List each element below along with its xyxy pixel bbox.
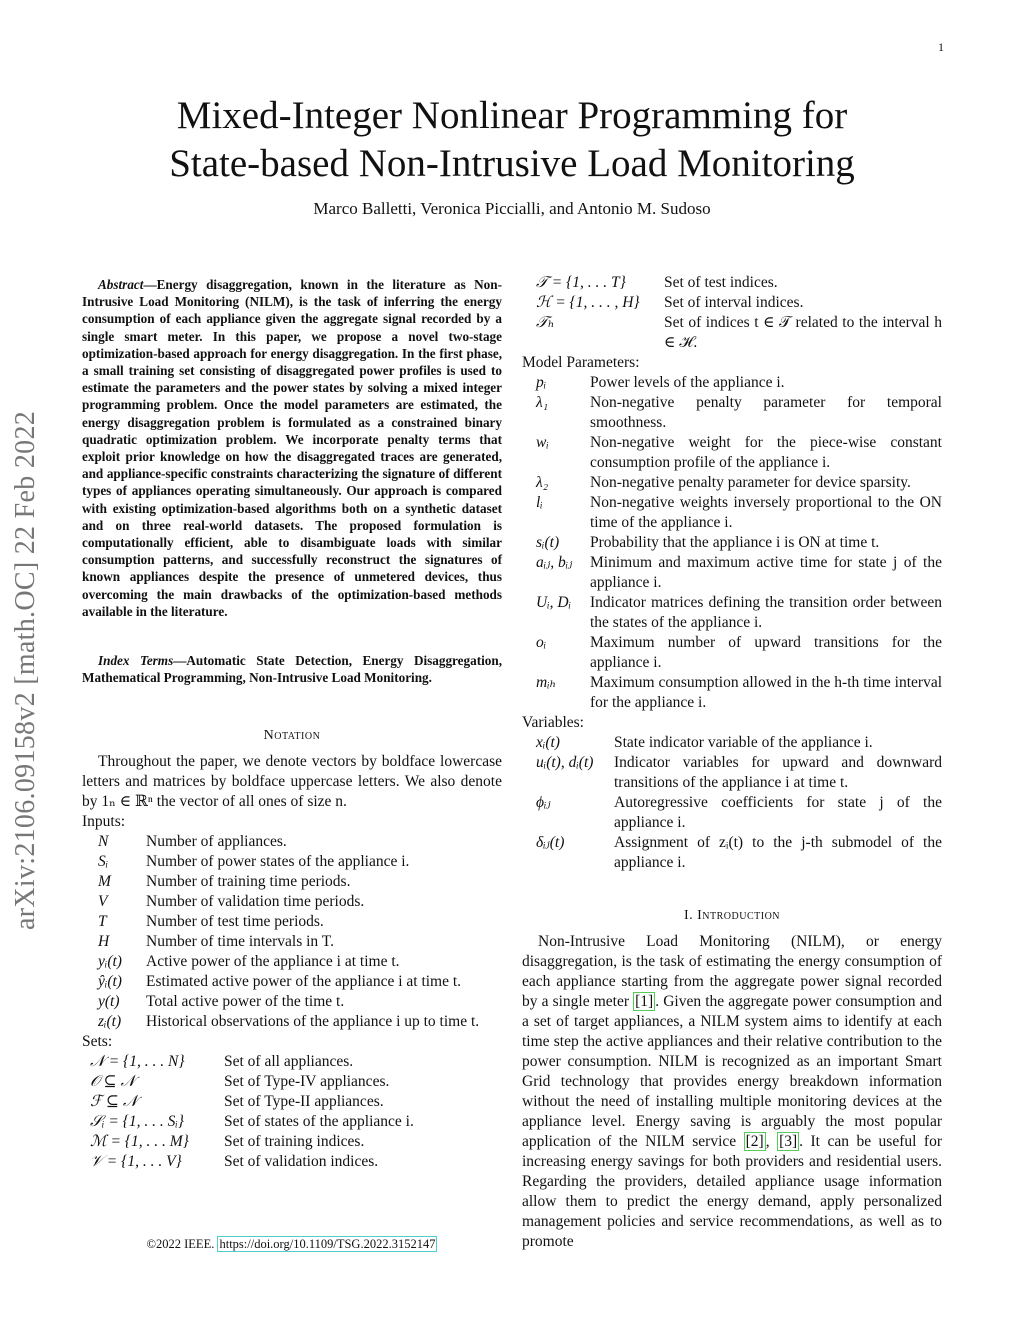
sets-label: Sets:	[82, 1033, 113, 1050]
notation-row	[536, 313, 942, 353]
notation-row	[90, 1132, 502, 1152]
notation-symbol: ŷᵢ(t)	[98, 973, 122, 990]
introduction-section	[522, 908, 942, 1252]
notation-symbol: oᵢ	[536, 634, 547, 651]
notation-description: Power levels of the appliance i.	[590, 374, 785, 391]
notation-description: Non-negative weights inversely proportional to the ON time of the appliance i.	[590, 494, 942, 531]
abstract-text: —Energy disaggregation, known in the literature as Non-Intrusive Load Monitoring (NILM), is the task of inferring the energy consumption of each appliance given the aggregate signal recorded by a single smart meter. In this paper, we propose a novel two-stage optimization-based approach for energy disaggregation. In the first phase, a small training set consisting of disaggregated power profiles is used to estimate the parameters and the power states by solving a mixed integer programming problem. Once the model parameters are estimated, the energy disaggregation problem is formulated as a constrained binary quadratic optimization problem. We incorporate penalty terms that exploit prior knowledge on how the disaggregated traces are generated, and appliance-specific constraints characterizing the signature of different types of appliances operating simultaneously. Our approach is compared with existing optimization-based algorithms both on a synthetic dataset and on three real-world datasets. The proposed formulation is computationally efficient, able to disambiguate loads with similar consumption patterns, and successfully reconstruct the signatures of known appliances despite the presence of unmetered devices, thus overcoming the main drawbacks of the optimization-based methods available in the literature.	[82, 277, 502, 619]
intro-text-1: Non-Intrusive Load Monitoring (NILM), or energy disaggregation, is the task of estimating the energy consumption of each appliance starting from the aggregate power signal recorded by a single meter	[522, 933, 942, 1010]
notation-description: Number of power states of the appliance i.	[146, 853, 410, 870]
citation-3[interactable]: [3]	[779, 1133, 798, 1150]
notation-symbol: y(t)	[98, 993, 120, 1010]
notation-description: Estimated active power of the appliance i at time t.	[146, 973, 462, 990]
notation-symbol: 𝒯 = {1, . . . T}	[536, 274, 626, 291]
notation-row	[536, 493, 942, 533]
notation-symbol: Uᵢ, Dᵢ	[536, 594, 572, 611]
notation-row	[90, 1052, 502, 1072]
notation-heading: Notation	[263, 728, 321, 743]
notation-description: Number of test time periods.	[146, 913, 324, 930]
sets-table-continued	[536, 273, 942, 353]
abstract	[82, 276, 502, 620]
notation-description: Indicator variables for upward and downward transitions of the appliance i at time t.	[614, 754, 942, 791]
notation-description: Number of training time periods.	[146, 873, 351, 890]
notation-row	[90, 1152, 502, 1172]
notation-description: Minimum and maximum active time for state j of the appliance i.	[590, 554, 942, 591]
notation-description: Indicator matrices defining the transition order between the states of the appliance i.	[590, 594, 942, 631]
notation-row	[98, 1012, 502, 1032]
citation-2[interactable]: [2]	[745, 1133, 764, 1150]
notation-section	[82, 728, 502, 1172]
notation-symbol: V	[98, 893, 108, 910]
notation-symbol: zᵢ(t)	[98, 1013, 122, 1030]
notation-description: Maximum number of upward transitions for the appliance i.	[590, 634, 942, 671]
notation-row	[536, 673, 942, 713]
notation-description: Set of states of the appliance i.	[224, 1113, 414, 1130]
notation-symbol: mᵢₕ	[536, 674, 557, 691]
notation-row	[536, 373, 942, 393]
notation-row	[98, 832, 502, 852]
notation-row	[90, 1092, 502, 1112]
notation-description: Assignment of zᵢ(t) to the j-th submodel of the appliance i.	[614, 834, 942, 871]
notation-row	[536, 433, 942, 473]
notation-description: Non-negative weight for the piece-wise constant consumption profile of the appliance i.	[590, 434, 942, 471]
notation-description: Set of Type-IV appliances.	[224, 1073, 390, 1090]
notation-symbol: λ₂	[536, 474, 549, 491]
notation-row	[98, 972, 502, 992]
notation-row	[536, 633, 942, 673]
notation-description: Set of test indices.	[664, 274, 778, 291]
vars-table	[536, 733, 942, 873]
notation-row	[90, 1072, 502, 1092]
notation-row	[536, 833, 942, 873]
notation-symbol: 𝒩 = {1, . . . N}	[90, 1053, 185, 1070]
notation-symbol: H	[98, 933, 110, 950]
notation-symbol: 𝒪 ⊆ 𝒩	[90, 1073, 136, 1090]
params-label: Model Parameters:	[522, 354, 640, 371]
notation-row	[90, 1112, 502, 1132]
notation-description: Non-negative penalty parameter for device sparsity.	[590, 474, 911, 491]
notation-symbol: sᵢ(t)	[536, 534, 560, 551]
notation-continued	[522, 273, 942, 873]
notation-description: Set of interval indices.	[664, 294, 804, 311]
notation-symbol: T	[98, 913, 107, 930]
authors: Marco Balletti, Veronica Piccialli, and Antonio M. Sudoso	[313, 199, 711, 218]
notation-row	[536, 753, 942, 793]
title-line-1: Mixed-Integer Nonlinear Programming for	[176, 94, 848, 137]
notation-description: Set of all appliances.	[224, 1053, 354, 1070]
notation-symbol: 𝒱 = {1, . . . V}	[90, 1153, 182, 1170]
paper-title	[0, 92, 1024, 188]
notation-description: Historical observations of the appliance i up to time t.	[146, 1013, 480, 1030]
notation-row	[536, 793, 942, 833]
notation-description: Set of indices t ∈ 𝒯 related to the interval h ∈ ℋ.	[664, 314, 942, 351]
doi-link[interactable]: https://doi.org/10.1109/TSG.2022.3152147	[219, 1237, 436, 1251]
notation-symbol: ℳ = {1, . . . M}	[90, 1133, 189, 1150]
intro-text-3: . It can be useful for increasing energy savings for both providers and residential users. Regarding the providers, detailed appliance usage information allow them to predict the energy demand, apply personalized management policies and service recommendations, as well as to promote	[522, 1133, 942, 1250]
notation-symbol: wᵢ	[536, 434, 549, 451]
abstract-label: Abstract	[98, 277, 144, 292]
notation-row	[98, 992, 502, 1012]
notation-row	[536, 533, 942, 553]
notation-row	[98, 872, 502, 892]
footer	[82, 1237, 502, 1252]
sets-table	[90, 1052, 502, 1172]
notation-row	[98, 912, 502, 932]
page-number: 1	[938, 40, 944, 54]
notation-description: Probability that the appliance i is ON at time t.	[590, 534, 880, 551]
index-terms	[82, 652, 502, 686]
citation-1[interactable]: [1]	[635, 993, 654, 1010]
notation-symbol: ℋ = {1, . . . , H}	[536, 294, 640, 311]
arxiv-identifier: arXiv:2106.09158v2 [math.OC] 22 Feb 2022	[10, 410, 41, 930]
inputs-table	[98, 832, 502, 1032]
notation-description: Set of validation indices.	[224, 1153, 379, 1170]
notation-symbol: λ₁	[536, 394, 549, 411]
notation-symbol: M	[98, 873, 111, 890]
notation-description: Total active power of the time t.	[146, 993, 345, 1010]
notation-description: Autoregressive coefficients for state j of the appliance i.	[614, 794, 942, 831]
notation-symbol: yᵢ(t)	[98, 953, 122, 970]
notation-symbol: uᵢ(t), dᵢ(t)	[536, 754, 594, 771]
intro-text-2: . Given the aggregate power consumption and a set of target appliances, a NILM system aims to identify at each time step the active appliances and their relative contribution to the power consumption. NILM is recognized as an important Smart Grid technology that provides energy breakdown information without the need of installing multiple monitoring devices at the appliance level. Energy saving is arguably the most popular application of the NILM service	[522, 993, 942, 1150]
copyright: ©2022 IEEE.	[146, 1237, 215, 1251]
notation-row	[98, 852, 502, 872]
notation-symbol: lᵢ	[536, 494, 543, 511]
index-terms-text: —Automatic State Detection, Energy Disaggregation, Mathematical Programming, Non-Intrusive Load Monitoring.	[82, 653, 502, 686]
notation-row	[536, 733, 942, 753]
notation-description: Active power of the appliance i at time t.	[146, 953, 400, 970]
notation-symbol: 𝒮ᵢ = {1, . . . Sᵢ}	[90, 1113, 185, 1130]
notation-row	[98, 892, 502, 912]
notation-description: Non-negative penalty parameter for temporal smoothness.	[590, 394, 942, 431]
notation-symbol: N	[98, 833, 109, 850]
notation-symbol: ℱ ⊆ 𝒩	[90, 1093, 138, 1110]
vars-label: Variables:	[522, 714, 584, 731]
notation-symbol: Sᵢ	[98, 853, 109, 870]
notation-intro: Throughout the paper, we denote vectors by boldface lowercase letters and matrices by boldface uppercase letters. We also denote by 1ₙ ∈ ℝⁿ the vector of all ones of size n.	[82, 753, 502, 810]
notation-row	[536, 473, 942, 493]
notation-row	[98, 952, 502, 972]
notation-description: Number of time intervals in T.	[146, 933, 334, 950]
notation-description: State indicator variable of the appliance i.	[614, 734, 873, 751]
notation-description: Set of Type-II appliances.	[224, 1093, 384, 1110]
notation-symbol: 𝒯ₕ	[536, 314, 555, 331]
title-line-2: State-based Non-Intrusive Load Monitoring	[169, 142, 855, 185]
notation-row	[536, 553, 942, 593]
notation-row	[536, 273, 942, 293]
notation-description: Number of validation time periods.	[146, 893, 365, 910]
notation-symbol: pᵢ	[536, 374, 547, 391]
params-table	[536, 373, 942, 713]
notation-symbol: δᵢⱼ(t)	[536, 834, 565, 851]
notation-row	[536, 393, 942, 433]
notation-description: Set of training indices.	[224, 1133, 365, 1150]
notation-row	[98, 932, 502, 952]
introduction-heading: I. Introduction	[683, 908, 781, 923]
inputs-label: Inputs:	[82, 813, 126, 830]
notation-description: Maximum consumption allowed in the h-th time interval for the appliance i.	[590, 674, 942, 711]
notation-symbol: xᵢ(t)	[536, 734, 560, 751]
notation-symbol: aᵢⱼ, bᵢⱼ	[536, 554, 573, 571]
notation-symbol: ϕᵢⱼ	[536, 794, 551, 811]
notation-description: Number of appliances.	[146, 833, 287, 850]
notation-row	[536, 593, 942, 633]
index-terms-label: Index Terms	[98, 653, 174, 668]
introduction-paragraph: Non-Intrusive Load Monitoring (NILM), or energy disaggregation, is the task of estimating the energy consumption of each appliance starting from the aggregate power signal recorded by a single meter [1] . Given the aggregate power consumption and a set of target appliances, a NILM system aims to identify at each time step the active appliances and their relative contribution to the power consumption. NILM is recognized as an important Smart Grid technology that provides energy breakdown information without the need of installing multiple monitoring devices at the appliance level. Energy saving is arguably the most popular application of the NILM service [2] , [3] . It can be useful for increasing energy savings for both providers and residential users. Regarding the providers, detailed appliance usage information allow them to predict the energy demand, apply personalized management policies and service recommendations, as well as to promote	[522, 933, 942, 1250]
notation-row	[536, 293, 942, 313]
